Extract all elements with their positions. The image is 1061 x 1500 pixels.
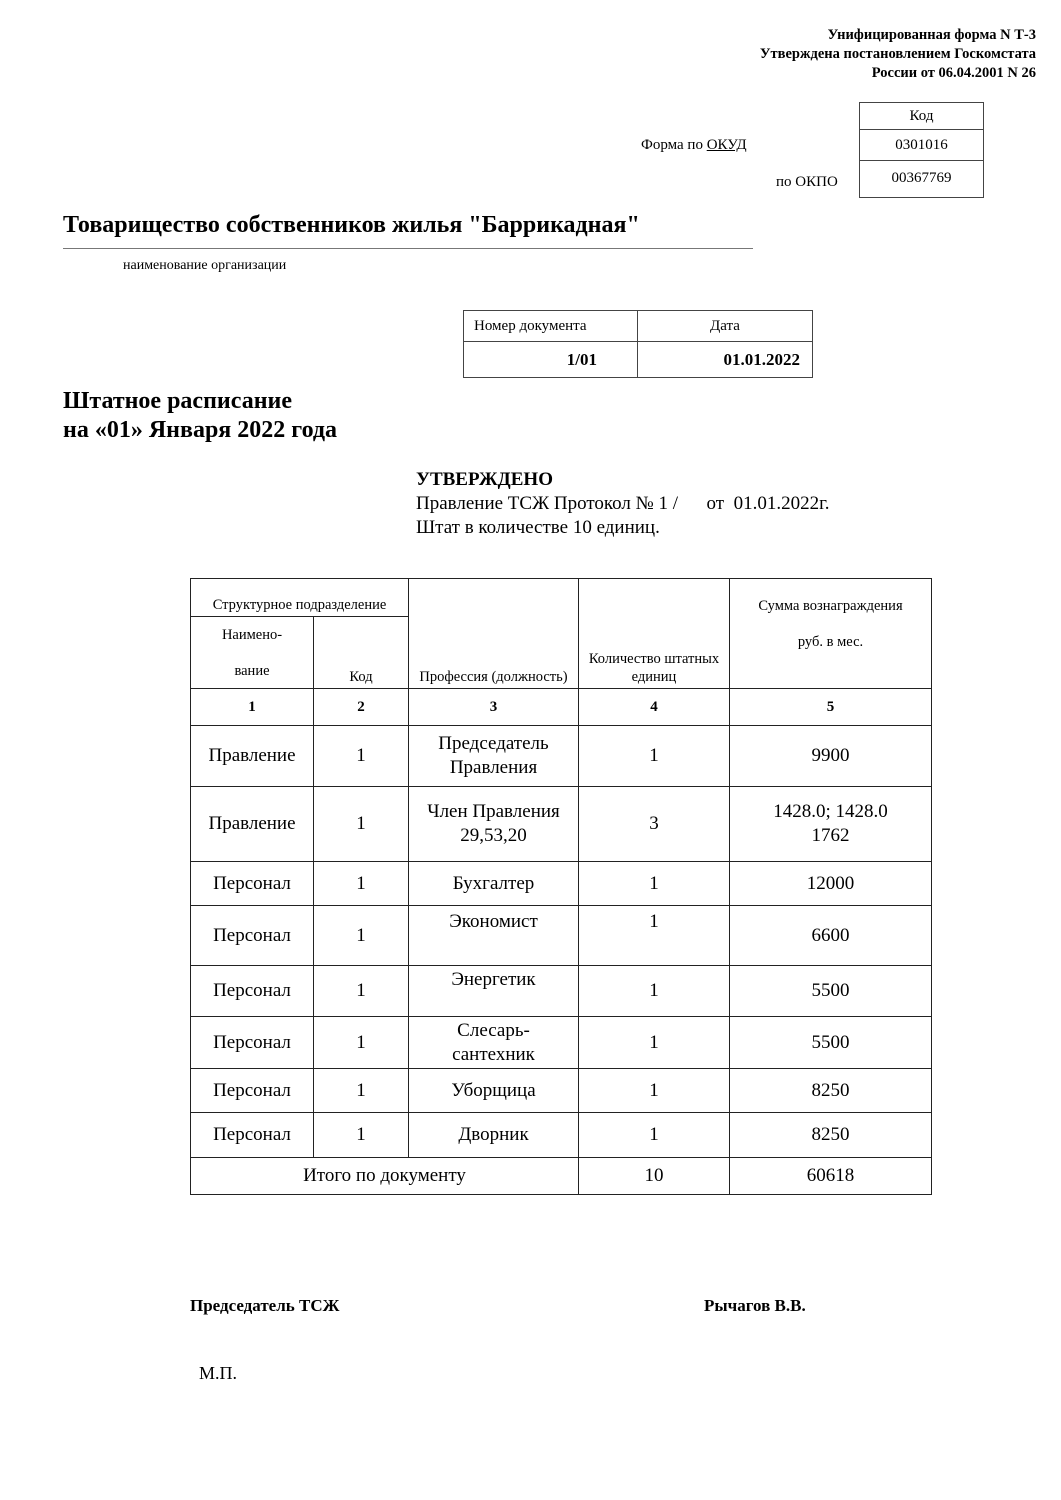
total-count: 10	[579, 1158, 730, 1195]
doc-date-label: Дата	[638, 311, 813, 342]
total-row	[191, 1158, 932, 1195]
approved-protocol: Правление ТСЖ Протокол № 1 / от 01.01.2022г.	[416, 493, 830, 514]
okpo-code: 00367769	[860, 160, 983, 197]
okpo-label: по ОКПО	[776, 174, 838, 190]
signatory-position: Председатель ТСЖ	[190, 1296, 340, 1315]
table-row: Правление 1 Председатель Правления 1 9900	[191, 726, 932, 787]
approved-title: УТВЕРЖДЕНО	[416, 469, 553, 490]
staff-table: Структурное подразделение Профессия (должность) Количество штатных единиц Сумма вознаграждения руб. в мес. Наимено- вание Код 1 2 3 4 5 Правление 1 Председатель Правления 1 9900 Правление 1 Член Правления 29,53,20 3 1428.0; 1428.0 1762 Персонал 1 Бухгалтер 1 12000 Персонал 1 Экономист 1 6600 Персонал 1 Энергетик 1 5500 Персонал 1 Слесарь-сантехник 1 5500 Персонал 1 Уборщица 1 8250 Персонал 1 Дворник 1 8250 Итого по документу 10 60618	[190, 578, 932, 1195]
table-row: Персонал 1 Энергетик 1 5500	[191, 966, 932, 1017]
form-name: Унифицированная форма N Т-3	[827, 27, 1036, 43]
table-row: Персонал 1 Экономист 1 6600	[191, 906, 932, 966]
header-code: Код	[314, 617, 409, 689]
header-count: Количество штатных единиц	[579, 579, 730, 689]
header-division: Структурное подразделение	[191, 579, 409, 617]
approval-stamp	[416, 468, 830, 540]
stamp-place: М.П.	[199, 1363, 238, 1383]
organization-underline	[63, 248, 753, 249]
document-title: Штатное расписание на «01» Января 2022 года	[63, 388, 338, 443]
header-salary: Сумма вознаграждения руб. в мес.	[730, 579, 932, 689]
form-approval-note	[760, 26, 1036, 83]
okud-code: 0301016	[860, 129, 983, 160]
total-label: Итого по документу	[191, 1158, 579, 1195]
total-salary: 60618	[730, 1158, 932, 1195]
code-box	[859, 102, 984, 198]
approved-staff: Штат в количестве 10 единиц.	[416, 517, 660, 538]
table-row: Персонал 1 Дворник 1 8250	[191, 1113, 932, 1158]
approval-line: России от 06.04.2001 N 26	[871, 65, 1036, 81]
approval-line: Утверждена постановлением Госкомстата	[759, 46, 1036, 62]
document-number-table	[463, 310, 813, 378]
code-header: Код	[909, 108, 934, 124]
table-row: Персонал 1 Уборщица 1 8250	[191, 1069, 932, 1113]
signatory-name: Рычагов В.В.	[704, 1296, 806, 1315]
doc-number-label: Номер документа	[464, 311, 638, 342]
table-row: Персонал 1 Слесарь-сантехник 1 5500	[191, 1017, 932, 1069]
table-row: Правление 1 Член Правления 29,53,20 3 1428.0; 1428.0 1762	[191, 787, 932, 862]
okud-label: Форма по ОКУД	[641, 137, 747, 153]
organization-caption: наименование организации	[123, 258, 287, 273]
doc-date: 01.01.2022	[638, 342, 813, 378]
table-row: Персонал 1 Бухгалтер 1 12000	[191, 862, 932, 906]
header-profession: Профессия (должность)	[409, 579, 579, 689]
header-name: Наимено- вание	[191, 617, 314, 689]
organization-name: Товарищество собственников жилья "Баррикадная"	[63, 212, 640, 238]
doc-number: 1/01	[464, 342, 638, 378]
